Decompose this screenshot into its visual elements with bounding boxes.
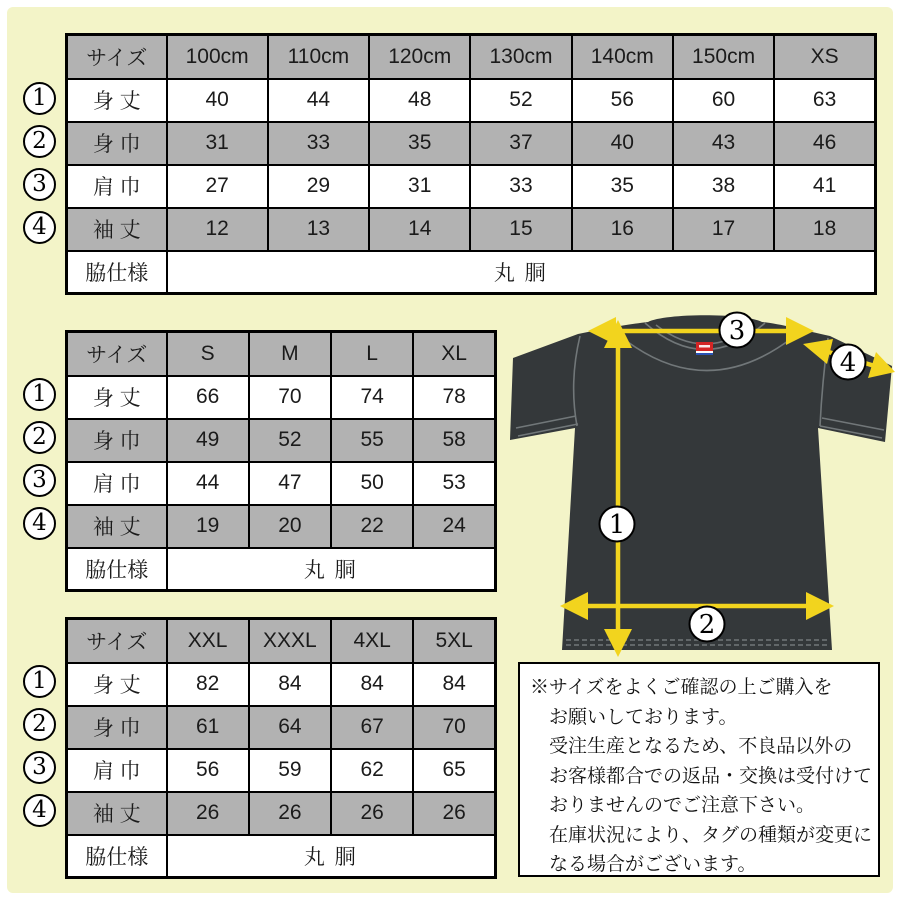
value-cell: 26	[331, 792, 413, 835]
value-cell: 61	[167, 706, 249, 749]
value-cell: 52	[249, 419, 331, 462]
value-cell: 27	[167, 165, 268, 208]
note-line: 在庫状況により、タグの種類が変更に	[549, 824, 873, 846]
value-cell: 16	[572, 208, 673, 251]
value-cell: 78	[413, 376, 495, 419]
value-cell: 55	[331, 419, 413, 462]
value-cell: 59	[249, 749, 331, 792]
value-cell: 38	[673, 165, 774, 208]
value-cell: 70	[249, 376, 331, 419]
marker-4-icon: 4	[23, 211, 56, 244]
footer-label: 脇仕様	[67, 835, 167, 878]
row-label: 袖 丈	[67, 208, 167, 251]
header-cell: サイズ	[67, 619, 167, 663]
value-cell: 15	[470, 208, 571, 251]
value-cell: 24	[413, 505, 495, 548]
header-cell: 100cm	[167, 35, 268, 79]
header-cell: 110cm	[268, 35, 369, 79]
marker-3-icon: 3	[23, 168, 56, 201]
value-cell: 66	[167, 376, 249, 419]
header-cell: 120cm	[369, 35, 470, 79]
header-cell: 5XL	[413, 619, 495, 663]
footer-value: 丸 胴	[167, 835, 496, 878]
value-cell: 31	[167, 122, 268, 165]
value-cell: 52	[470, 79, 571, 122]
value-cell: 44	[167, 462, 249, 505]
note-line: おりませんのでご注意下さい。	[549, 795, 816, 816]
header-cell: 4XL	[331, 619, 413, 663]
value-cell: 26	[249, 792, 331, 835]
marker-3-icon: 3	[23, 464, 56, 497]
value-cell: 40	[572, 122, 673, 165]
footer-label: 脇仕様	[67, 548, 167, 591]
marker-1-icon: 1	[608, 510, 626, 540]
tshirt-measurement-diagram	[500, 306, 896, 658]
header-cell: XXXL	[249, 619, 331, 663]
header-cell: サイズ	[67, 35, 167, 79]
header-cell: M	[249, 332, 331, 376]
value-cell: 35	[369, 122, 470, 165]
value-cell: 56	[167, 749, 249, 792]
row-label: 袖 丈	[67, 505, 167, 548]
value-cell: 22	[331, 505, 413, 548]
row-label: 身 丈	[67, 663, 167, 706]
value-cell: 63	[774, 79, 875, 122]
footer-value: 丸 胴	[167, 251, 876, 294]
value-cell: 40	[167, 79, 268, 122]
header-cell: XXL	[167, 619, 249, 663]
value-cell: 65	[413, 749, 495, 792]
row-label: 身 巾	[67, 122, 167, 165]
note-line: 受注生産となるため、不良品以外の	[549, 736, 853, 757]
row-label: 袖 丈	[67, 792, 167, 835]
row-label: 肩 巾	[67, 462, 167, 505]
value-cell: 18	[774, 208, 875, 251]
value-cell: 46	[774, 122, 875, 165]
value-cell: 58	[413, 419, 495, 462]
marker-1-icon: 1	[23, 82, 56, 115]
row-label: 肩 巾	[67, 749, 167, 792]
row-label: 身 丈	[67, 376, 167, 419]
value-cell: 43	[673, 122, 774, 165]
value-cell: 84	[413, 663, 495, 706]
marker-2-icon: 2	[698, 610, 716, 640]
value-cell: 47	[249, 462, 331, 505]
value-cell: 33	[268, 122, 369, 165]
row-label: 身 巾	[67, 419, 167, 462]
value-cell: 31	[369, 165, 470, 208]
header-cell: XS	[774, 35, 875, 79]
marker-1-icon: 1	[23, 378, 56, 411]
value-cell: 44	[268, 79, 369, 122]
brand-tag-icon	[696, 342, 713, 355]
value-cell: 67	[331, 706, 413, 749]
footer-value: 丸 胴	[167, 548, 496, 591]
value-cell: 70	[413, 706, 495, 749]
value-cell: 49	[167, 419, 249, 462]
value-cell: 62	[331, 749, 413, 792]
marker-4-icon: 4	[839, 348, 857, 378]
footer-label: 脇仕様	[67, 251, 167, 294]
value-cell: 56	[572, 79, 673, 122]
size-table-big	[65, 617, 497, 879]
value-cell: 50	[331, 462, 413, 505]
value-cell: 26	[167, 792, 249, 835]
marker-1-icon: 1	[23, 665, 56, 698]
value-cell: 37	[470, 122, 571, 165]
marker-4-icon: 4	[23, 507, 56, 540]
header-cell: S	[167, 332, 249, 376]
note-line: お願いしております。	[549, 706, 738, 728]
value-cell: 41	[774, 165, 875, 208]
row-label: 身 巾	[67, 706, 167, 749]
value-cell: 74	[331, 376, 413, 419]
note-line: ※サイズをよくご確認の上ご購入を	[530, 677, 833, 698]
header-cell: L	[331, 332, 413, 376]
value-cell: 14	[369, 208, 470, 251]
value-cell: 35	[572, 165, 673, 208]
value-cell: 17	[673, 208, 774, 251]
value-cell: 33	[470, 165, 571, 208]
marker-2-icon: 2	[23, 708, 56, 741]
note-line: お客様都合での返品・交換は受付けて	[549, 765, 873, 787]
marker-3-icon: 3	[23, 751, 56, 784]
marker-2-icon: 2	[23, 421, 56, 454]
marker-2-icon: 2	[23, 125, 56, 158]
size-table-adult	[65, 330, 497, 592]
header-cell: XL	[413, 332, 495, 376]
value-cell: 26	[413, 792, 495, 835]
value-cell: 20	[249, 505, 331, 548]
header-cell: 130cm	[470, 35, 571, 79]
value-cell: 84	[331, 663, 413, 706]
marker-3-icon: 3	[728, 316, 746, 346]
marker-4-icon: 4	[23, 794, 56, 827]
header-cell: 140cm	[572, 35, 673, 79]
purchase-note-box	[518, 662, 880, 877]
value-cell: 53	[413, 462, 495, 505]
row-label: 肩 巾	[67, 165, 167, 208]
size-table-kids	[65, 33, 877, 295]
note-line: なる場合がございます。	[549, 854, 757, 875]
value-cell: 29	[268, 165, 369, 208]
value-cell: 64	[249, 706, 331, 749]
row-label: 身 丈	[67, 79, 167, 122]
value-cell: 12	[167, 208, 268, 251]
header-cell: 150cm	[673, 35, 774, 79]
value-cell: 48	[369, 79, 470, 122]
value-cell: 84	[249, 663, 331, 706]
value-cell: 82	[167, 663, 249, 706]
value-cell: 13	[268, 208, 369, 251]
value-cell: 19	[167, 505, 249, 548]
value-cell: 60	[673, 79, 774, 122]
header-cell: サイズ	[67, 332, 167, 376]
